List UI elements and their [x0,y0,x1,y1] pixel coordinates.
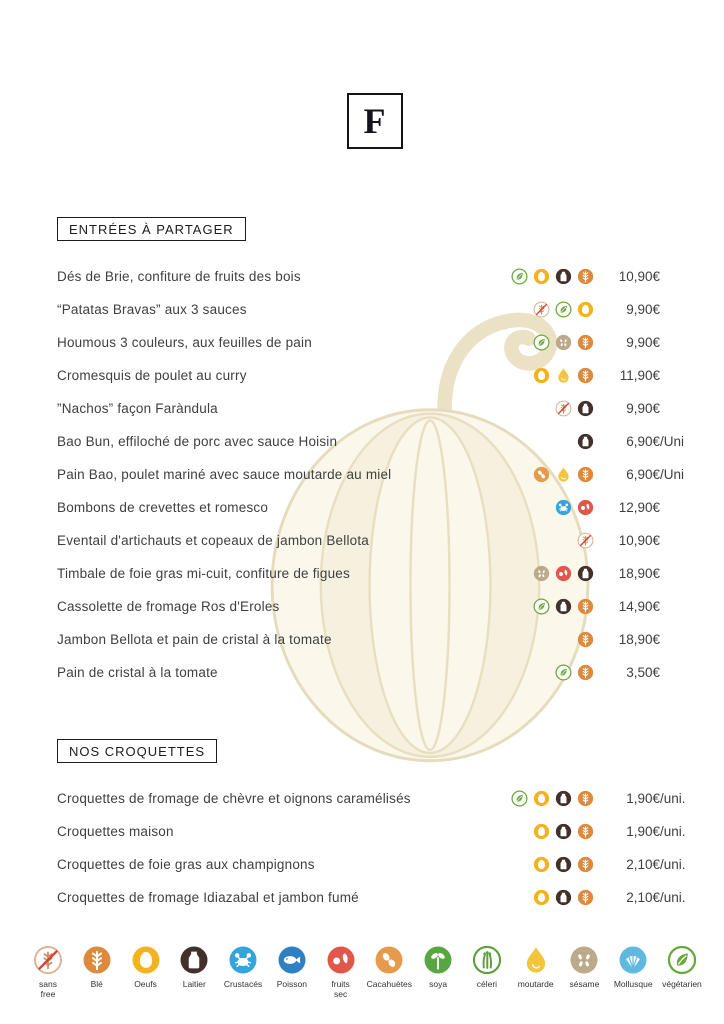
menu-item-allergen-icons [533,301,594,318]
menu-item-allergen-icons [533,367,594,384]
milk-icon [555,598,572,615]
menu-item-label: Cromesquis de poulet au curry [57,368,247,383]
legend-item [658,945,706,999]
menu-item-price-value: 9,90€ [626,335,660,350]
egg-icon [533,790,550,807]
menu-item-price [602,467,692,482]
menu-item-price [602,890,692,905]
wheat-icon [577,856,594,873]
egg-icon [577,301,594,318]
menu-item [57,815,692,848]
menu-item-price [602,500,692,515]
vegetarian-icon [511,790,528,807]
legend-item [414,945,462,999]
menu-item-allergen-icons [533,823,594,840]
gluten-free-icon [555,400,572,417]
menu-item-price-value: 11,90€ [619,368,660,383]
menu-item-price-value: 12,90€ [618,500,660,515]
vegetarian-icon [511,268,528,285]
egg-icon [533,856,550,873]
menu-item-price-value: 18,90€ [618,632,660,647]
menu-item-price [602,269,692,284]
menu-item-label: ”Nachos” façon Faràndula [57,401,218,416]
mustard-icon [555,367,572,384]
section-title: NOS CROQUETTES [57,739,217,763]
menu-item [57,782,692,815]
menu-item-price [602,857,692,872]
menu-item [57,392,692,425]
wheat-icon [577,334,594,351]
menu-item-label: Pain de cristal à la tomate [57,665,218,680]
legend-item [463,945,511,999]
legend-item [512,945,560,999]
menu-item-price-unit: /Uni [660,434,685,449]
menu-item-price [602,599,692,614]
wheat-icon [577,367,594,384]
menu-item-price [602,401,692,416]
wheat-icon [577,466,594,483]
menu-item [57,458,692,491]
nuts-icon [326,945,356,975]
legend-item [24,945,72,999]
legend-item [170,945,218,999]
egg-icon [533,889,550,906]
egg-icon [131,945,161,975]
fish-icon [277,945,307,975]
legend-item [560,945,608,999]
mollusk-icon [618,945,648,975]
menu-item-price [602,434,692,449]
menu-section [57,739,692,914]
wheat-icon [82,945,112,975]
menu-item-allergen-icons [533,466,594,483]
legend-item [268,945,316,999]
nuts-icon [555,565,572,582]
menu-item-label: Bao Bun, effiloché de porc avec sauce Hoisin [57,434,338,449]
legend-item [73,945,121,999]
wheat-icon [577,598,594,615]
menu-section [57,217,692,689]
mustard-icon [555,466,572,483]
vegetarian-icon [533,598,550,615]
menu-item [57,359,692,392]
menu-item [57,293,692,326]
milk-icon [577,400,594,417]
menu-item-allergen-icons [555,664,594,681]
menu-item-price-value: 6,90€ [626,434,660,449]
wheat-icon [577,790,594,807]
menu-item-allergen-icons [533,334,594,351]
menu-item [57,524,692,557]
menu-item-allergen-icons [577,532,594,549]
legend-item-label: Blé [90,979,103,989]
legend-item-label: Mollusque [613,979,653,989]
menu-item-price-value: 10,90€ [618,269,660,284]
menu-item-label: Houmous 3 couleurs, aux feuilles de pain [57,335,312,350]
menu-item-price [602,791,692,806]
legend-item [219,945,267,999]
vegetarian-icon [555,301,572,318]
menu-item-allergen-icons [577,433,594,450]
restaurant-logo-letter: F [363,101,386,141]
wheat-icon [577,889,594,906]
menu-item-label: Croquettes de foie gras aux champignons [57,857,315,872]
legend-item-label: céleri [476,979,498,989]
crustacean-icon [228,945,258,975]
menu-item-label: Croquettes de fromage Idiazabal et jambon fumé [57,890,359,905]
menu-item-price-value: 6,90€ [626,467,660,482]
menu-item-price [602,665,692,680]
menu-item-allergen-icons [511,268,594,285]
menu-item-label: Timbale de foie gras mi-cuit, confiture de figues [57,566,350,581]
menu-item-label: Jambon Bellota et pain de cristal à la tomate [57,632,332,647]
milk-icon [555,856,572,873]
menu-item [57,260,692,293]
milk-icon [577,565,594,582]
menu-item-price [602,824,692,839]
menu-item-label: Dés de Brie, confiture de fruits des bois [57,269,301,284]
menu-item-allergen-icons [533,856,594,873]
menu-item [57,623,692,656]
menu-rows [57,782,692,914]
legend-item-label: Cacahuètes [366,979,413,989]
milk-icon [555,790,572,807]
legend-item-label: Laitier [182,979,206,989]
milk-icon [555,889,572,906]
menu-item-price-unit: /uni. [660,857,686,872]
crustacean-icon [555,499,572,516]
mustard-icon [521,945,551,975]
vegetarian-icon [533,334,550,351]
menu-item-price-value: 14,90€ [618,599,660,614]
menu-item-label: Croquettes de fromage de chèvre et oignons caramélisés [57,791,411,806]
legend-item-label: sésame [569,979,600,989]
menu-item-label: Eventail d'artichauts et copeaux de jambon Bellota [57,533,370,548]
menu-item-allergen-icons [555,499,594,516]
menu-sections [57,217,692,914]
menu-item-price-value: 3,50€ [626,665,660,680]
menu-item [57,491,692,524]
egg-icon [533,268,550,285]
menu-item-price [602,566,692,581]
menu-item [57,656,692,689]
wheat-icon [577,268,594,285]
sesame-icon [555,334,572,351]
menu-item-price-value: 2,10€ [626,857,660,872]
menu-item-price [602,302,692,317]
legend-item-label: végétarien [662,979,702,989]
menu-item-price [602,335,692,350]
menu-content [0,93,724,914]
legend-item-label: moutarde [517,979,554,989]
legend-item [609,945,657,999]
gluten-free-icon [533,301,550,318]
menu-item-allergen-icons [533,565,594,582]
nuts-icon [577,499,594,516]
menu-item-allergen-icons [555,400,594,417]
soy-icon [423,945,453,975]
section-title: ENTRÉES À PARTAGER [57,217,246,241]
menu-item-allergen-icons [577,631,594,648]
peanut-icon [374,945,404,975]
menu-item-price-value: 1,90€ [626,824,660,839]
menu-item-allergen-icons [511,790,594,807]
menu-item [57,425,692,458]
wheat-icon [577,664,594,681]
menu-item-price-value: 18,90€ [618,566,660,581]
menu-item-price-unit: /uni. [660,824,686,839]
menu-item-price-value: 9,90€ [626,302,660,317]
menu-item [57,848,692,881]
menu-item-allergen-icons [533,889,594,906]
menu-item-label: Cassolette de fromage Ros d'Eroles [57,599,280,614]
sesame-icon [533,565,550,582]
gluten-free-icon [577,532,594,549]
menu-item-label: Croquettes maison [57,824,174,839]
peanut-icon [533,466,550,483]
legend-item-label: soya [429,979,448,989]
celery-icon [472,945,502,975]
menu-item-price-value: 1,90€ [626,791,660,806]
menu-item-price [602,368,692,383]
menu-item [57,881,692,914]
legend-item-label: sans free [39,979,57,999]
wheat-icon [577,823,594,840]
menu-item-price-value: 2,10€ [626,890,660,905]
menu-item-price-unit: /uni. [660,791,686,806]
restaurant-logo [347,93,403,149]
legend-item-label: Oeufs [134,979,157,989]
allergen-legend [0,945,724,999]
menu-item-price [602,533,692,548]
milk-icon [555,268,572,285]
gluten-free-icon [33,945,63,975]
menu-item-price-value: 10,90€ [618,533,660,548]
legend-item-label: Crustacés [223,979,263,989]
menu-item-label: Pain Bao, poulet mariné avec sauce moutarde au miel [57,467,392,482]
menu-item [57,557,692,590]
menu-item-label: “Patatas Bravas” aux 3 sauces [57,302,247,317]
milk-icon [577,433,594,450]
menu-item-price [602,632,692,647]
milk-icon [555,823,572,840]
legend-item-label: Poisson [276,979,307,989]
legend-item [122,945,170,999]
vegetarian-icon [555,664,572,681]
menu-item-price-value: 9,90€ [626,401,660,416]
menu-item-price-unit: /uni. [660,890,686,905]
legend-item [317,945,365,999]
egg-icon [533,367,550,384]
egg-icon [533,823,550,840]
milk-icon [179,945,209,975]
menu-item [57,590,692,623]
menu-item-allergen-icons [533,598,594,615]
legend-item-label: fruits sec [331,979,350,999]
vegetarian-icon [667,945,697,975]
menu-item [57,326,692,359]
menu-item-label: Bombons de crevettes et romesco [57,500,269,515]
sesame-icon [569,945,599,975]
menu-item-price-unit: /Uni [660,467,685,482]
menu-rows [57,260,692,689]
legend-item [365,945,413,999]
wheat-icon [577,631,594,648]
